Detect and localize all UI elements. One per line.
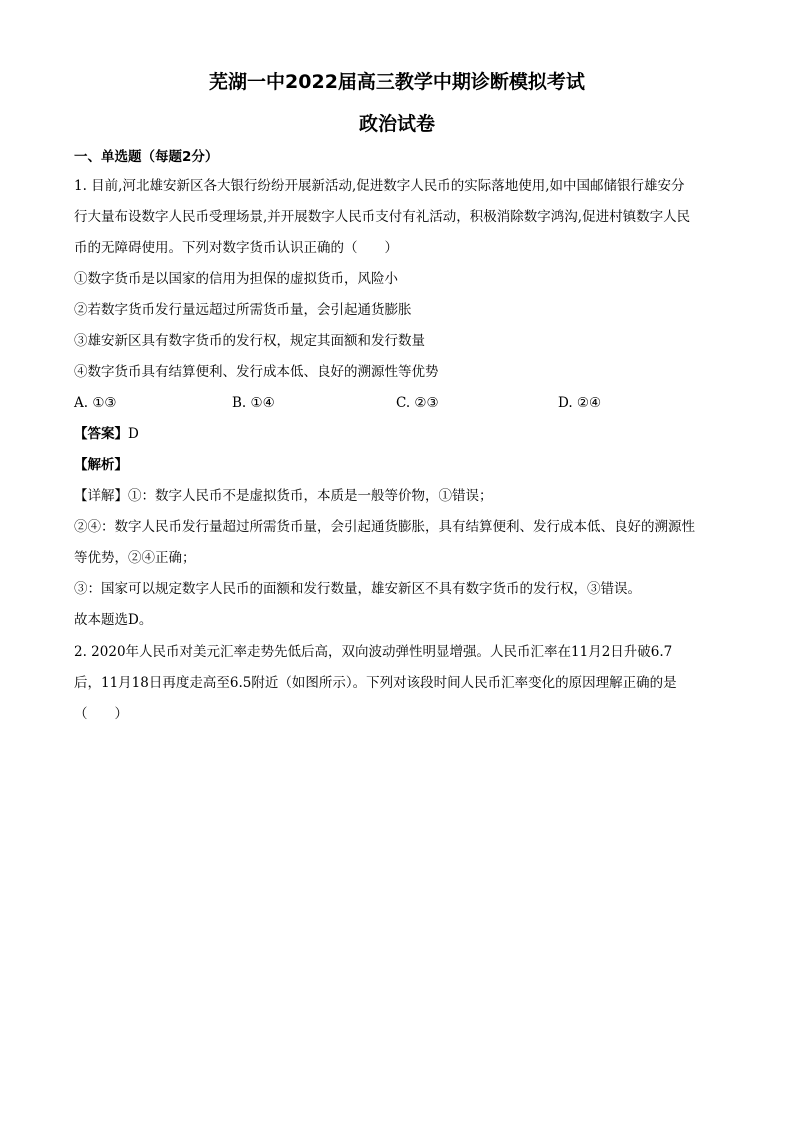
q1-detail-line: ②④：数字人民币发行量超过所需货币量，会引起通货膨胀，具有结算便利、发行成本低、良好的溯源性 xyxy=(74,519,695,535)
q1-option-d: D. ②④ xyxy=(558,395,602,411)
answer-value: D xyxy=(128,426,139,442)
q1-detail-line: 等优势，②④正确； xyxy=(74,550,196,566)
q1-option-c: C. ②③ xyxy=(396,395,439,411)
q1-detail-line: ③：国家可以规定数字人民币的面额和发行数量，雄安新区不具有数字货币的发行权，③错误。 xyxy=(74,581,641,597)
q1-detail-line: 【详解】①：数字人民币不是虚拟货币，本质是一般等价物，①错误； xyxy=(74,488,493,504)
q1-statement: ②若数字货币发行量远超过所需货币量，会引起通货膨胀 xyxy=(74,302,412,318)
q1-option-a: A. ①③ xyxy=(74,395,117,411)
q1-statement: ①数字货币是以国家的信用为担保的虚拟货币，风险小 xyxy=(74,271,398,287)
answer-label: 【答案】 xyxy=(74,426,128,442)
q1-answer xyxy=(74,424,724,444)
q2-stem-line: （ ） xyxy=(74,706,128,722)
q1-stem-line: 1. 目前,河北雄安新区各大银行纷纷开展新活动,促进数字人民币的实际落地使用,如中国邮储银行雄安分 xyxy=(74,178,685,194)
q1-statement: ④数字货币具有结算便利、发行成本低、良好的溯源性等优势 xyxy=(74,364,439,380)
q1-analysis-label: 【解析】 xyxy=(74,457,128,473)
q2-stem-line: 后，11月18日再度走高至6.5附近（如图所示）。下列对该段时间人民币汇率变化的原因理解正确的是 xyxy=(74,675,677,691)
q1-stem-line: 币的无障碍使用。下列对数字货币认识正确的（ ） xyxy=(74,240,398,256)
q1-detail-line: 故本题选D。 xyxy=(74,612,153,628)
q1-option-b: B. ①④ xyxy=(232,395,275,411)
exam-title: 芜湖一中2022届高三教学中期诊断模拟考试 xyxy=(209,71,585,93)
q2-stem-line: 2. 2020年人民币对美元汇率走势先低后高，双向波动弹性明显增强。人民币汇率在11月2日升破6.7 xyxy=(74,644,673,660)
section-heading: 一、单选题（每题2分） xyxy=(74,149,219,165)
q1-statement: ③雄安新区具有数字货币的发行权，规定其面额和发行数量 xyxy=(74,333,425,349)
q1-stem-line: 行大量布设数字人民币受理场景,并开展数字人民币支付有礼活动，积极消除数字鸿沟,促进村镇数字人民 xyxy=(74,209,691,225)
exam-subtitle: 政治试卷 xyxy=(358,113,435,135)
